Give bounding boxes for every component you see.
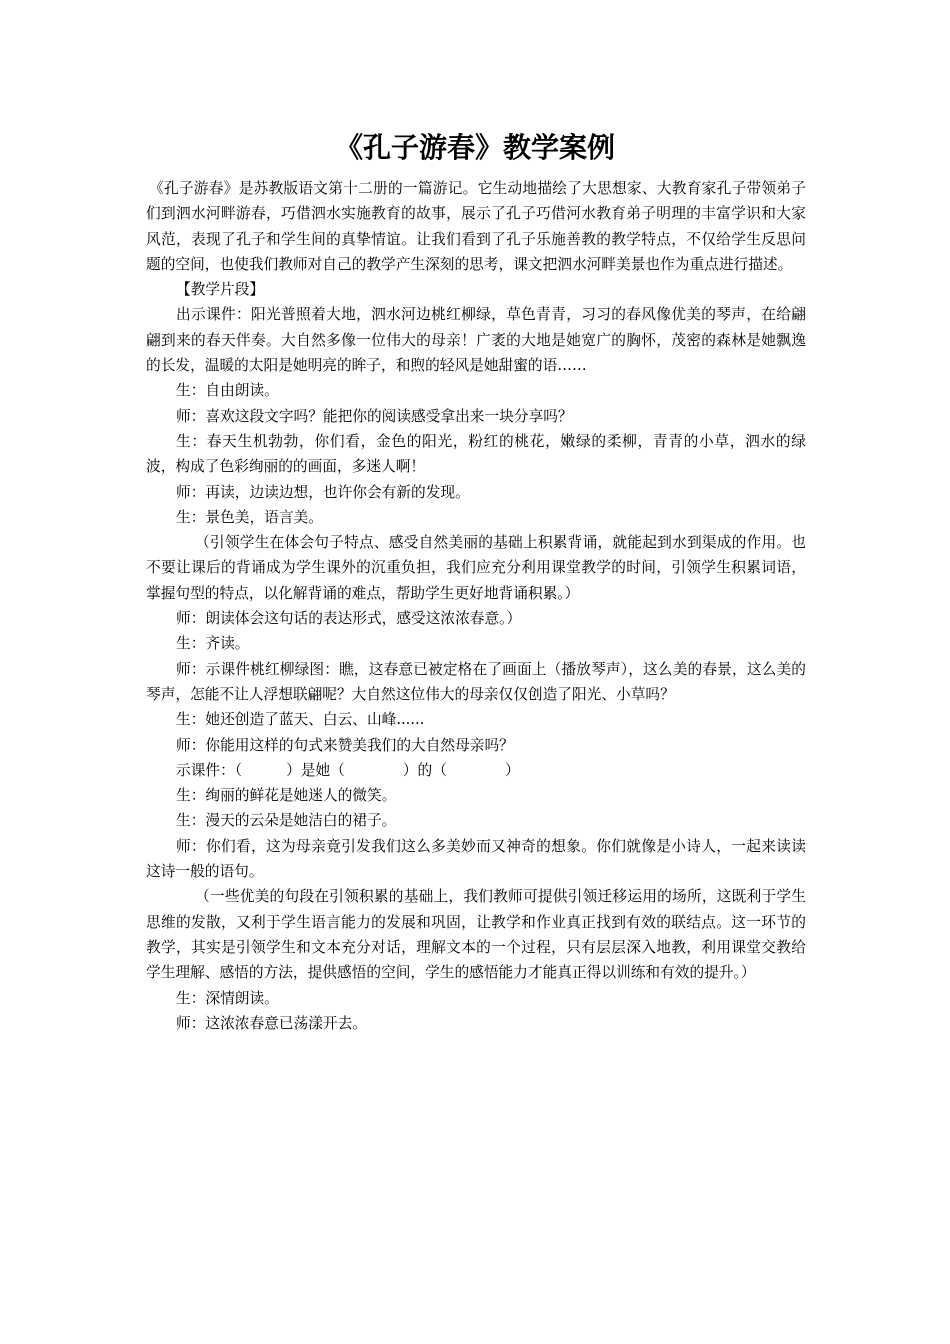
dialogue-line: 师：再读，边读边想，也许你会有新的发现。: [176, 483, 470, 501]
dialogue-line: 生：春天生机勃勃，你们看，金色的阳光，粉红的桃花，嫩绿的柔柳，青青的小草，泗水的绿波，构成了色彩绚丽的的画面，多迷人啊！: [146, 432, 806, 476]
dialogue-line: 师：朗读体会这句话的表达形式，感受这浓浓春意。）: [176, 610, 522, 628]
dialogue-line: 生：她还创造了蓝天、白云、山峰......: [176, 711, 425, 729]
dialogue-line: 生：漫天的云朵是她洁白的裙子。: [176, 812, 397, 830]
document-body: [146, 176, 806, 1036]
dialogue-line: 师：喜欢这段文字吗？能把你的阅读感受拿出来一块分享吗？: [176, 407, 573, 425]
courseware-paragraph: 出示课件：阳光普照着大地，泗水河边桃红柳绿，草色青青，习习的春风像优美的琴声，在给翩翩到来的春天伴奏。大自然多像一位伟大的母亲！广袤的大地是她宽广的胸怀，茂密的森林是她飘逸的长发，温暖的太阳是她明亮的眸子，和煦的轻风是她甜蜜的语……: [146, 306, 806, 375]
template-prefix: 示课件：（: [176, 761, 243, 779]
template-suffix: ）: [504, 761, 520, 779]
dialogue-line: 生：深情朗读。: [176, 989, 279, 1007]
dialogue-line: 师：你能用这样的句式来赞美我们的大自然母亲吗？: [176, 736, 514, 754]
section-heading: 【教学片段】: [176, 281, 265, 299]
template-part: ）是她（: [286, 761, 345, 779]
dialogue-line: 师：这浓浓春意已荡漾开去。: [176, 1014, 367, 1032]
teaching-note: （引领学生在体会句子特点、感受自然美丽的基础上积累背诵，就能起到水到渠成的作用。也不要让课后的背诵成为学生课外的沉重负担，我们应充分利用课堂教学的时间，引领学生积累词语，掌握句型的特点，以化解背诵的难点，帮助学生更好地背诵积累。）: [146, 534, 806, 602]
dialogue-line: 生：绚丽的鲜花是她迷人的微笑。: [176, 787, 397, 805]
sentence-template: [146, 758, 806, 783]
dialogue-line: 师：你们看，这为母亲竟引发我们这么多美妙而又神奇的想象。你们就像是小诗人，一起来读读这诗一般的语句。: [146, 837, 806, 881]
document-title: 《孔子游春》教学案例: [334, 131, 615, 164]
teaching-note: （一些优美的句段在引领积累的基础上，我们教师可提供引领迁移运用的场所，这既利于学生思维的发散，又利于学生语言能力的发展和巩固，让教学和作业真正找到有效的联结点。这一环节的教学，其实是引领学生和文本充分对话，理解文本的一个过程，只有层层深入地教，利用课堂交教给学生理解、感悟的方法，提供感悟的空间，学生的感悟能力才能真正得以训练和有效的提升。）: [146, 888, 806, 982]
dialogue-line: 师：示课件桃红柳绿图：瞧，这春意已被定格在了画面上（播放琴声），这么美的春景，这么美的琴声，怎能不让人浮想联翩呢？大自然这位伟大的母亲仅仅创造了阳光、小草吗？: [146, 660, 806, 703]
dialogue-line: 生：自由朗读。: [176, 382, 279, 400]
dialogue-line: 生：景色美，语言美。: [176, 508, 323, 526]
intro-paragraph: 《孔子游春》是苏教版语文第十二册的一篇游记。它生动地描绘了大思想家、大教育家孔子带领弟子们到泗水河畔游春，巧借泗水实施教育的故事，展示了孔子巧借河水教育弟子明理的丰富学识和大家风范，表现了孔子和学生间的真挚情谊。让我们看到了孔子乐施善教的教学特点，不仅给学生反思问题的空间，也使我们教师对自己的教学产生深刻的思考，课文把泗水河畔美景也作为重点进行描述。: [146, 180, 806, 273]
template-part: ）的（: [402, 761, 447, 779]
dialogue-line: 生：齐读。: [176, 635, 250, 653]
